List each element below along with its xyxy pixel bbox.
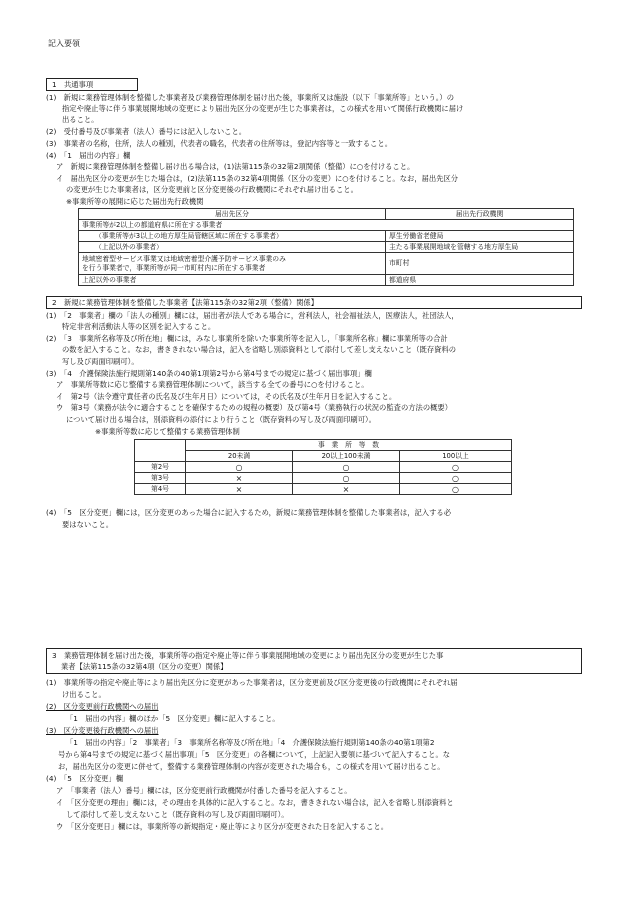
- s2-table-header-top: 事 業 所 等 数: [186, 440, 512, 451]
- s2-item-u-2: について届け出る場合は，別添資料の添付により行うこと（既存資料の写し及び両面印刷可）。: [66, 415, 376, 424]
- s2-table-mark: ○: [400, 462, 512, 473]
- s2-table-col-1: 20未満: [186, 451, 293, 462]
- s2-table-col-2: 20以上100未満: [293, 451, 400, 462]
- s2-table-note: ※事業所等数に応じて整備する業務管理体制: [95, 427, 240, 436]
- s1-table-row-4-a-line1: 地域密着型サービス事業又は地域密着型介護予防サービス事業のみ: [82, 254, 286, 263]
- s1-item-a: ア 新規に業務管理体制を整備し届け出る場合は，(1)法第115条の32第2項関係（整備）に○を付けること。: [56, 162, 415, 171]
- s1-para-1a: (1) 新規に業務管理体制を整備した事業者及び業務管理体制を届け出た後，事業所又は施設（以下「事業所等」という。）の: [46, 93, 455, 102]
- s1-item-i-2: の変更が生じた事業者は，区分変更前と区分変更後の行政機関にそれぞれ届け出ること。: [66, 185, 358, 194]
- s3-para-1a: (1) 事業所等の指定や廃止等により届出先区分に変更があった事業者は，区分変更前及び区分変更後の行政機関にそれぞれ届: [46, 678, 458, 687]
- s2-table-col-3: 100以上: [400, 451, 512, 462]
- s1-table-row-2-a: （事業所等が3以上の地方厚生局管轄区域に所在する事業者）: [79, 231, 386, 242]
- s2-table-row-label: 第3号: [135, 473, 186, 484]
- s2-para-4b: 要はないこと。: [62, 520, 114, 529]
- s2-table-corner: [135, 440, 186, 462]
- section-1-heading-box: [46, 78, 138, 91]
- s1-office-table: [78, 208, 574, 286]
- s2-item-i: イ 第2号（法令遵守責任者の氏名及び生年月日）については，その氏名及び生年月日を記入すること。: [56, 392, 397, 401]
- s1-table-row-2-b: 厚生労働省老健局: [386, 231, 574, 242]
- s1-table-row-4-a-line2: を行う事業者で，事業所等が同一市町村内に所在する事業者: [82, 263, 266, 272]
- section-3-heading-box: [46, 648, 582, 674]
- s3-para-3b: 号から第4号までの規定に基づく届出事項」「5 区分変更」の各欄について，上記記入要領に基づいて記入すること。な: [58, 750, 451, 759]
- s3-item-a: ア 「事業者（法人）番号」欄には，区分変更前行政機関が付番した番号を記入すること。: [56, 786, 352, 795]
- s1-para-2: (2) 受付番号及び事業者（法人）番号には記入しないこと。: [46, 127, 247, 136]
- s3-item-u: ウ 「区分変更日」欄には，事業所等の新規指定・廃止等により区分が変更された日を記入すること。: [56, 822, 389, 831]
- s2-system-table: [134, 439, 512, 495]
- section-3-heading-line1: 3 業務管理体制を届け出た後，事業所等の指定や廃止等に伴う事業展開地域の変更により届出先区分の変更が生じた事: [52, 651, 444, 660]
- s2-para-2b: の数を記入すること。なお，書ききれない場合は，記入を省略し別添資料として添付して差し支えないこと（既存資料の: [62, 345, 457, 354]
- s2-table-mark: ○: [400, 473, 512, 484]
- s2-para-1a: (1) 「2 事業者」欄の「法人の種別」欄には，届出者が法人である場合に，営利法人，社会福祉法人，医療法人，社団法人，: [46, 311, 459, 320]
- s2-para-3: (3) 「4 介護保険法施行規則第140条の40第1項第2号から第4号までの規定に基づく届出事項」欄: [46, 369, 372, 378]
- document-title: 記入要領: [48, 39, 80, 48]
- s1-para-4: (4) 「1 届出の内容」欄: [46, 151, 131, 160]
- s3-item-i-2: して添付して差し支えないこと（既存資料の写し及び両面印刷可）。: [66, 810, 289, 819]
- s1-table-header-1: 届出先区分: [79, 209, 386, 220]
- s1-table-row-3-b: 主たる事業展開地域を管轄する地方厚生局: [386, 242, 574, 253]
- s2-table-mark: ○: [293, 473, 400, 484]
- section-2-heading: 2 新規に業務管理体制を整備した事業者【法第115条の32第2項（整備）関係】: [52, 298, 318, 307]
- s2-table-row-label: 第4号: [135, 484, 186, 495]
- s2-table-mark: ○: [293, 462, 400, 473]
- s2-table-mark: ×: [186, 473, 293, 484]
- s1-table-header-2: 届出先行政機関: [386, 209, 574, 220]
- s2-para-1b: 特定非営利活動法人等の区別を記入すること。: [62, 322, 216, 331]
- section-1-heading: 1 共通事項: [52, 80, 94, 89]
- s3-para-3-heading: (3) 区分変更後行政機関への届出: [46, 726, 159, 735]
- s3-para-2: 「1 届出の内容」欄のほか「5 区分変更」欄に記入すること。: [66, 714, 280, 723]
- s1-item-i-1: イ 届出先区分の変更が生じた場合は，(2)法第115条の32第4項関係（区分の変更）に○を付けること。なお，届出先区分: [56, 174, 459, 183]
- s2-table-row-label: 第2号: [135, 462, 186, 473]
- s3-para-2-heading: (2) 区分変更前行政機関への届出: [46, 702, 159, 711]
- section-2-heading-box: [46, 296, 582, 309]
- s1-table-row-4-b: 市町村: [386, 253, 574, 275]
- s2-table-mark: ×: [293, 484, 400, 495]
- s1-para-3: (3) 事業者の名称，住所，法人の種別，代表者の職名，代表者の住所等は，登記内容等と一致すること。: [46, 139, 392, 148]
- s1-table-row-1: 事業所等が2以上の都道府県に所在する事業者: [79, 220, 574, 231]
- s3-para-1b: け出ること。: [62, 690, 106, 699]
- s3-item-i-1: イ 「区分変更の理由」欄には，その理由を具体的に記入すること。なお，書ききれない場合は，記入を省略し別添資料と: [56, 798, 454, 807]
- s1-para-1c: 出ること。: [62, 115, 99, 124]
- s2-table-mark: ○: [186, 462, 293, 473]
- s1-para-1b: 指定や廃止等に伴う事業展開地域の変更により届出先区分の変更が生じた事業者は，この様式を用いて関係行政機関に届け: [62, 104, 464, 113]
- s3-para-4: (4) 「5 区分変更」欄: [46, 774, 123, 783]
- s1-table-row-4-a: [79, 253, 386, 275]
- s2-para-2a: (2) 「3 事業所名称等及び所在地」欄には，みなし事業所を除いた事業所等を記入し，「事業所名称」欄に事業所等の合計: [46, 334, 448, 343]
- s3-para-3c: お，届出先区分の変更に併せて，整備する業務管理体制の内容が変更された場合も，この様式を用いて届け出ること。: [58, 762, 445, 771]
- s2-para-2c: 写し及び両面印刷可）。: [62, 357, 139, 366]
- s2-table-mark: ×: [186, 484, 293, 495]
- s2-item-u-1: ウ 第3号（業務が法令に適合することを確保するための規程の概要）及び第4号（業務執行の状況の監査の方法の概要）: [56, 403, 453, 412]
- s2-item-a: ア 事業所等数に応じ整備する業務管理体制について，該当する全ての番号に○を付けること。: [56, 380, 369, 389]
- s2-table-mark: ○: [400, 484, 512, 495]
- s1-table-row-3-a: （上記以外の事業者）: [79, 242, 386, 253]
- s3-para-3a: 「1 届出の内容」「2 事業者」「3 事業所名称等及び所在地」「4 介護保険法施行規則第140条の40第1項第2: [66, 738, 435, 747]
- section-3-heading-line2: 業者【法第115条の32第4項（区分の変更）関係】: [61, 662, 228, 671]
- s1-table-row-5-b: 都道府県: [386, 275, 574, 286]
- s1-table-note: ※事業所等の展開に応じた届出先行政機関: [66, 197, 204, 206]
- s2-para-4a: (4) 「5 区分変更」欄には，区分変更のあった場合に記入するため，新規に業務管理体制を整備した事業者は，記入する必: [46, 508, 451, 517]
- s1-table-row-5-a: 上記以外の事業者: [79, 275, 386, 286]
